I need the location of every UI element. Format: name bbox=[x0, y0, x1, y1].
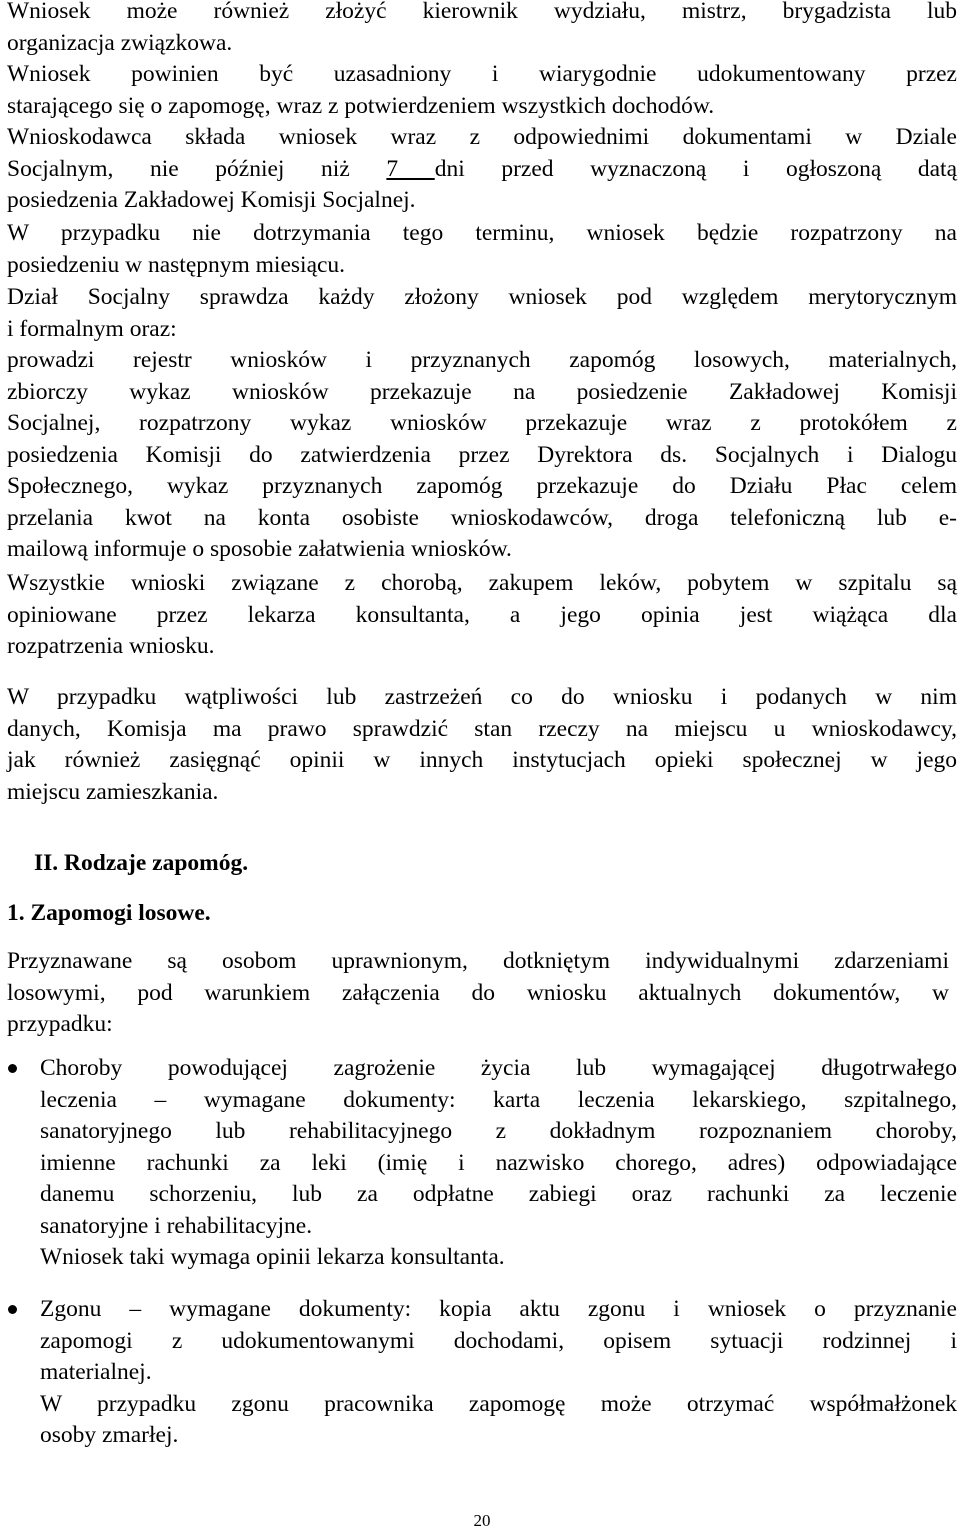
text-line: przypadku: bbox=[7, 1011, 113, 1037]
paragraph-medical-opinion bbox=[7, 568, 957, 663]
text-line: sanatoryjnego lub rehabilitacyjnego z dokładnym rozpoznaniem choroby, bbox=[40, 1118, 957, 1144]
bullet-note: osoby zmarłej. bbox=[40, 1422, 179, 1448]
paragraph-random-aid-intro bbox=[7, 946, 949, 1041]
paragraph-submission-deadline bbox=[7, 122, 957, 217]
page-number: 20 bbox=[473, 1511, 491, 1530]
text-line: Społecznego, wykaz przyznanych zapomóg przekazuje do Działu Płac celem bbox=[7, 473, 957, 499]
text-line: posiedzenia Komisji do zatwierdzenia przez Dyrektora ds. Socjalnych i Dialogu bbox=[7, 441, 957, 468]
text-line: Wniosek może również złożyć kierownik wydziału, mistrz, brygadzista lub bbox=[7, 0, 957, 24]
text-line: posiedzeniu w następnym miesiącu. bbox=[7, 251, 346, 278]
text-line: Dział Socjalny sprawdza każdy złożony wniosek pod względem merytorycznym bbox=[7, 284, 957, 310]
text-line: Wniosek powinien być uzasadniony i wiarygodnie udokumentowany przez bbox=[7, 61, 957, 87]
text-line: Socjalnej, rozpatrzony wykaz wniosków przekazuje wraz z protokółem z bbox=[7, 410, 957, 436]
text-line: danemu schorzeniu, lub za odpłatne zabiegi oraz rachunki za leczenie bbox=[40, 1181, 957, 1207]
text-line: W przypadku nie dotrzymania tego terminu, wniosek będzie rozpatrzony na bbox=[7, 220, 957, 246]
text-line: danych, Komisja ma prawo sprawdzić stan rzeczy na miejscu u wnioskodawcy, bbox=[7, 715, 957, 742]
text-line: i formalnym oraz: bbox=[7, 315, 177, 342]
text-line: zapomogi z udokumentowanymi dochodami, opisem sytuacji rodzinnej i bbox=[40, 1327, 957, 1354]
bullet-note: W przypadku zgonu pracownika zapomogę może otrzymać współmałżonek bbox=[40, 1390, 957, 1417]
bullet-text-illness bbox=[40, 1053, 957, 1274]
text-line: W przypadku wątpliwości lub zastrzeżeń co do wniosku i podanych w nim bbox=[7, 684, 957, 710]
text-line: imienne rachunki za leki (imię i nazwisko chorego, adres) odpowiadające bbox=[40, 1149, 957, 1176]
bullet-icon bbox=[8, 1064, 17, 1073]
text-line: mailową informuje o sposobie załatwienia wniosków. bbox=[7, 536, 512, 562]
text-line: sanatoryjne i rehabilitacyjne. bbox=[40, 1212, 313, 1239]
text-line: jak również zasięgnąć opinii w innych instytucjach opieki społecznej w jego bbox=[7, 747, 957, 773]
bullet-note: Wniosek taki wymaga opinii lekarza konsultanta. bbox=[40, 1244, 505, 1270]
text-line: Wszystkie wnioski związane z chorobą, zakupem leków, pobytem w szpitalu są bbox=[7, 570, 957, 596]
text-line: Wnioskodawca składa wniosek wraz z odpowiednimi dokumentami w Dziale bbox=[7, 124, 957, 150]
text-line: miejscu zamieszkania. bbox=[7, 778, 219, 805]
text-fragment: dni przed wyznaczoną i ogłoszoną datą bbox=[434, 155, 958, 182]
text-line: leczenia – wymagane dokumenty: karta leczenia lekarskiego, szpitalnego, bbox=[40, 1086, 957, 1113]
text-line: prowadzi rejestr wniosków i przyznanych zapomóg losowych, materialnych, bbox=[7, 347, 957, 373]
paragraph-commission-verification bbox=[7, 682, 957, 808]
text-fragment: Socjalnym, nie później niż bbox=[7, 155, 387, 182]
text-line: Zgonu – wymagane dokumenty: kopia aktu zgonu i wniosek o przyznanie bbox=[40, 1296, 957, 1322]
text-line: posiedzenia Zakładowej Komisji Socjalnej. bbox=[7, 187, 416, 213]
text-line: losowymi, pod warunkiem załączenia do wniosku aktualnych dokumentów, w bbox=[7, 979, 949, 1006]
text-line: opiniowane przez lekarza konsultanta, a jego opinia jest wiążąca dla bbox=[7, 601, 957, 628]
text-line: Choroby powodującej zagrożenie życia lub wymagającej długotrwałego bbox=[40, 1055, 957, 1081]
paragraph-justification bbox=[7, 59, 957, 122]
section-heading: II. Rodzaje zapomóg. bbox=[34, 850, 249, 876]
paragraph-missed-deadline bbox=[7, 218, 957, 281]
subsection-heading: 1. Zapomogi losowe. bbox=[7, 900, 211, 926]
underlined-days-count: 7 bbox=[386, 155, 435, 182]
text-line: materialnej. bbox=[40, 1359, 152, 1385]
bullet-text-death bbox=[40, 1294, 957, 1452]
text-line: Przyznawane są osobom uprawnionym, dotkniętym indywidualnymi zdarzeniami bbox=[7, 948, 949, 974]
text-line: starającego się o zapomogę, wraz z potwierdzeniem wszystkich dochodów. bbox=[7, 92, 715, 119]
text-line: przelania kwot na konta osobiste wnioskodawców, droga telefoniczną lub e- bbox=[7, 504, 957, 531]
text-line: organizacja związkowa. bbox=[7, 29, 233, 56]
paragraph-applicant-others bbox=[7, 0, 957, 59]
text-line: rozpatrzenia wniosku. bbox=[7, 633, 215, 659]
text-line bbox=[7, 154, 957, 186]
paragraph-social-dept-duties bbox=[7, 282, 957, 566]
bullet-icon bbox=[8, 1305, 17, 1314]
text-line: zbiorczy wykaz wniosków przekazuje na posiedzenie Zakładowej Komisji bbox=[7, 378, 957, 405]
